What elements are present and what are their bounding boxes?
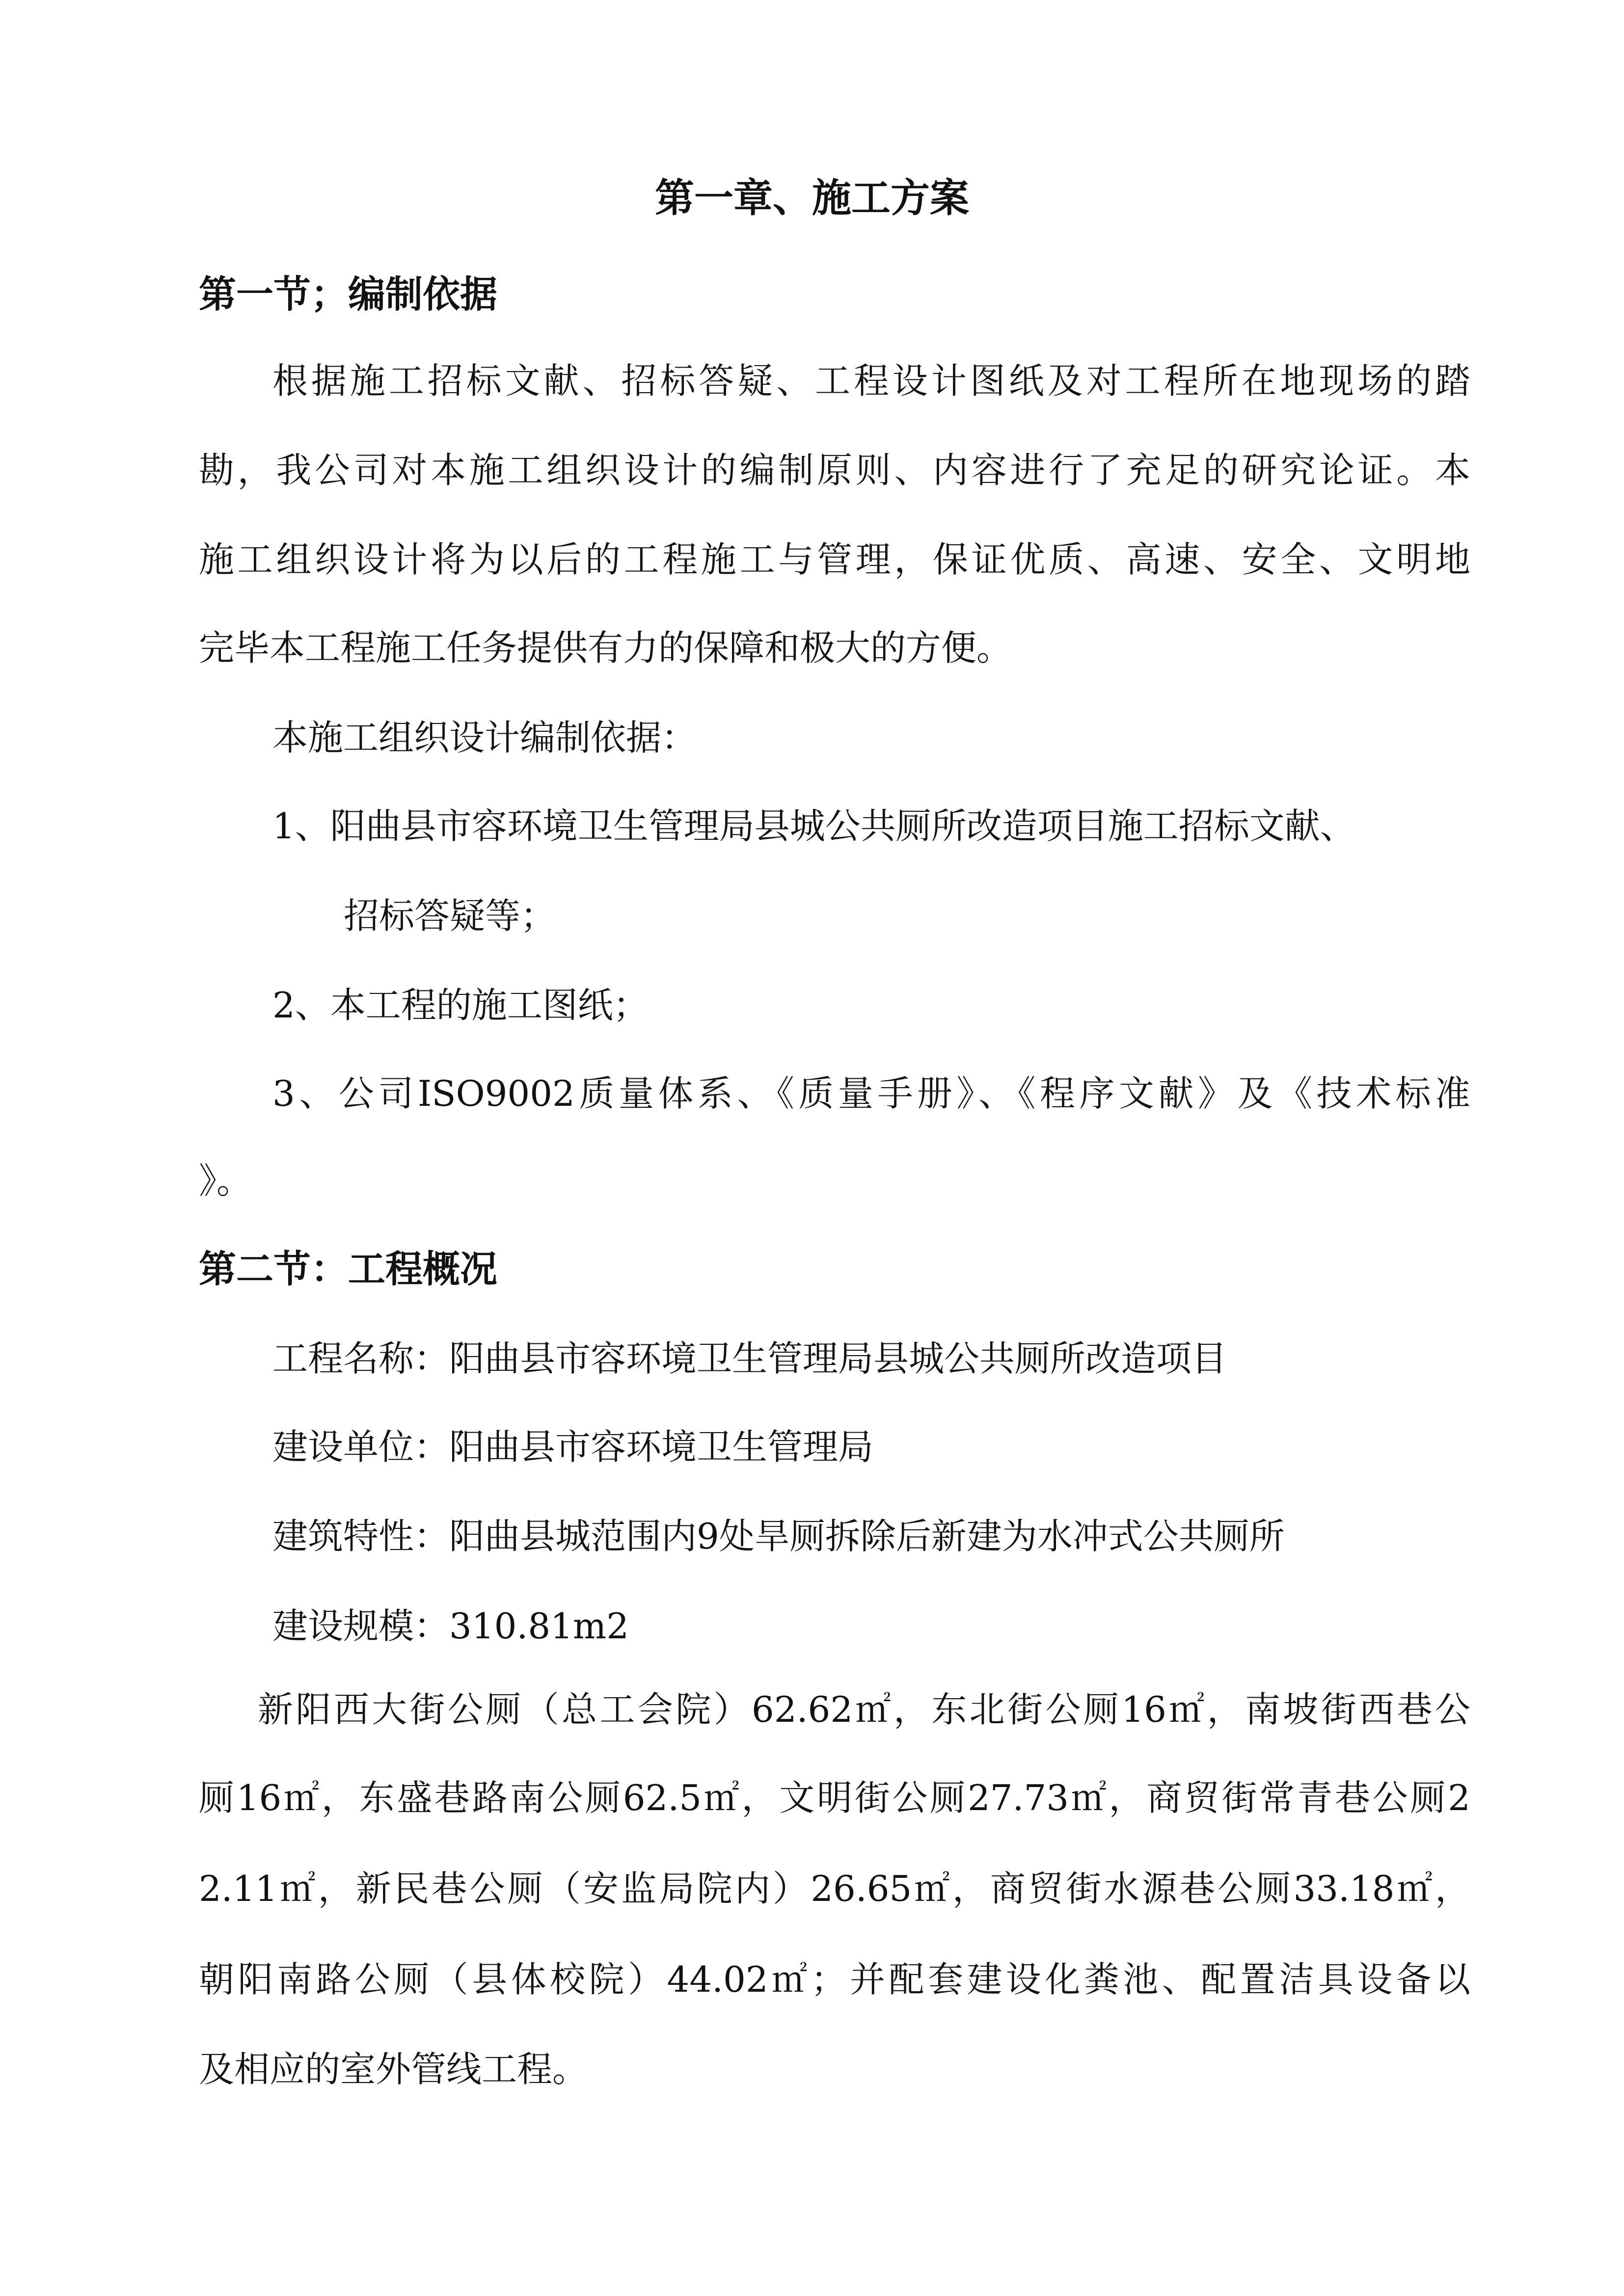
scale-detail-line: 新阳西大街公厕（总工会院）62.62㎡，东北街公厕16㎡，南坡街西巷公 bbox=[258, 1689, 1470, 1730]
scale-detail-line: 厕16㎡，东盛巷路南公厕62.5㎡，文明街公厕27.73㎡，商贸街常青巷公厕2 bbox=[199, 1777, 1470, 1818]
basis-item: 3、公司ISO9002质量体系、《质量手册》、《程序文献》及《技术标准 bbox=[272, 1073, 1470, 1114]
scale-detail-line: 朝阳南路公厕（县体校院）44.02㎡；并配套建设化粪池、配置洁具设备以 bbox=[199, 1959, 1470, 2000]
section2-heading: 第二节：工程概况 bbox=[199, 1247, 497, 1291]
basis-item: 1、阳曲县市容环境卫生管理局县城公共厕所改造项目施工招标文献、 bbox=[272, 805, 1355, 847]
basis-item: 2、本工程的施工图纸； bbox=[272, 985, 649, 1026]
overview-field: 建筑特性：阳曲县城范围内9处旱厕拆除后新建为水冲式公共厕所 bbox=[272, 1516, 1285, 1557]
basis-item-continuation: 招标答疑等； bbox=[344, 895, 556, 936]
overview-field: 建设单位：阳曲县市容环境卫生管理局 bbox=[272, 1426, 874, 1468]
section1-paragraph-line: 完毕本工程施工任务提供有力的保障和极大的方便。 bbox=[199, 627, 1012, 668]
section1-paragraph-line: 根据施工招标文献、招标答疑、工程设计图纸及对工程所在地现场的踏 bbox=[272, 360, 1470, 401]
section1-paragraph-line: 勘，我公司对本施工组织设计的编制原则、内容进行了充足的研究论证。本 bbox=[199, 450, 1470, 491]
section1-paragraph-line: 施工组织设计将为以后的工程施工与管理，保证优质、高速、安全、文明地 bbox=[199, 539, 1470, 580]
scale-detail-line: 2.11㎡，新民巷公厕（安监局院内）26.65㎡，商贸街水源巷公厕33.18㎡， bbox=[199, 1868, 1470, 1909]
overview-field: 工程名称：阳曲县市容环境卫生管理局县城公共厕所改造项目 bbox=[272, 1338, 1227, 1379]
chapter-title: 第一章、施工方案 bbox=[655, 175, 969, 221]
basis-intro: 本施工组织设计编制依据： bbox=[272, 717, 697, 758]
basis-item-continuation: 》。 bbox=[199, 1160, 252, 1201]
section1-heading: 第一节；编制依据 bbox=[199, 272, 497, 316]
overview-field: 建设规模：310.81m2 bbox=[272, 1605, 629, 1647]
scale-detail-line: 及相应的室外管线工程。 bbox=[199, 2049, 588, 2090]
